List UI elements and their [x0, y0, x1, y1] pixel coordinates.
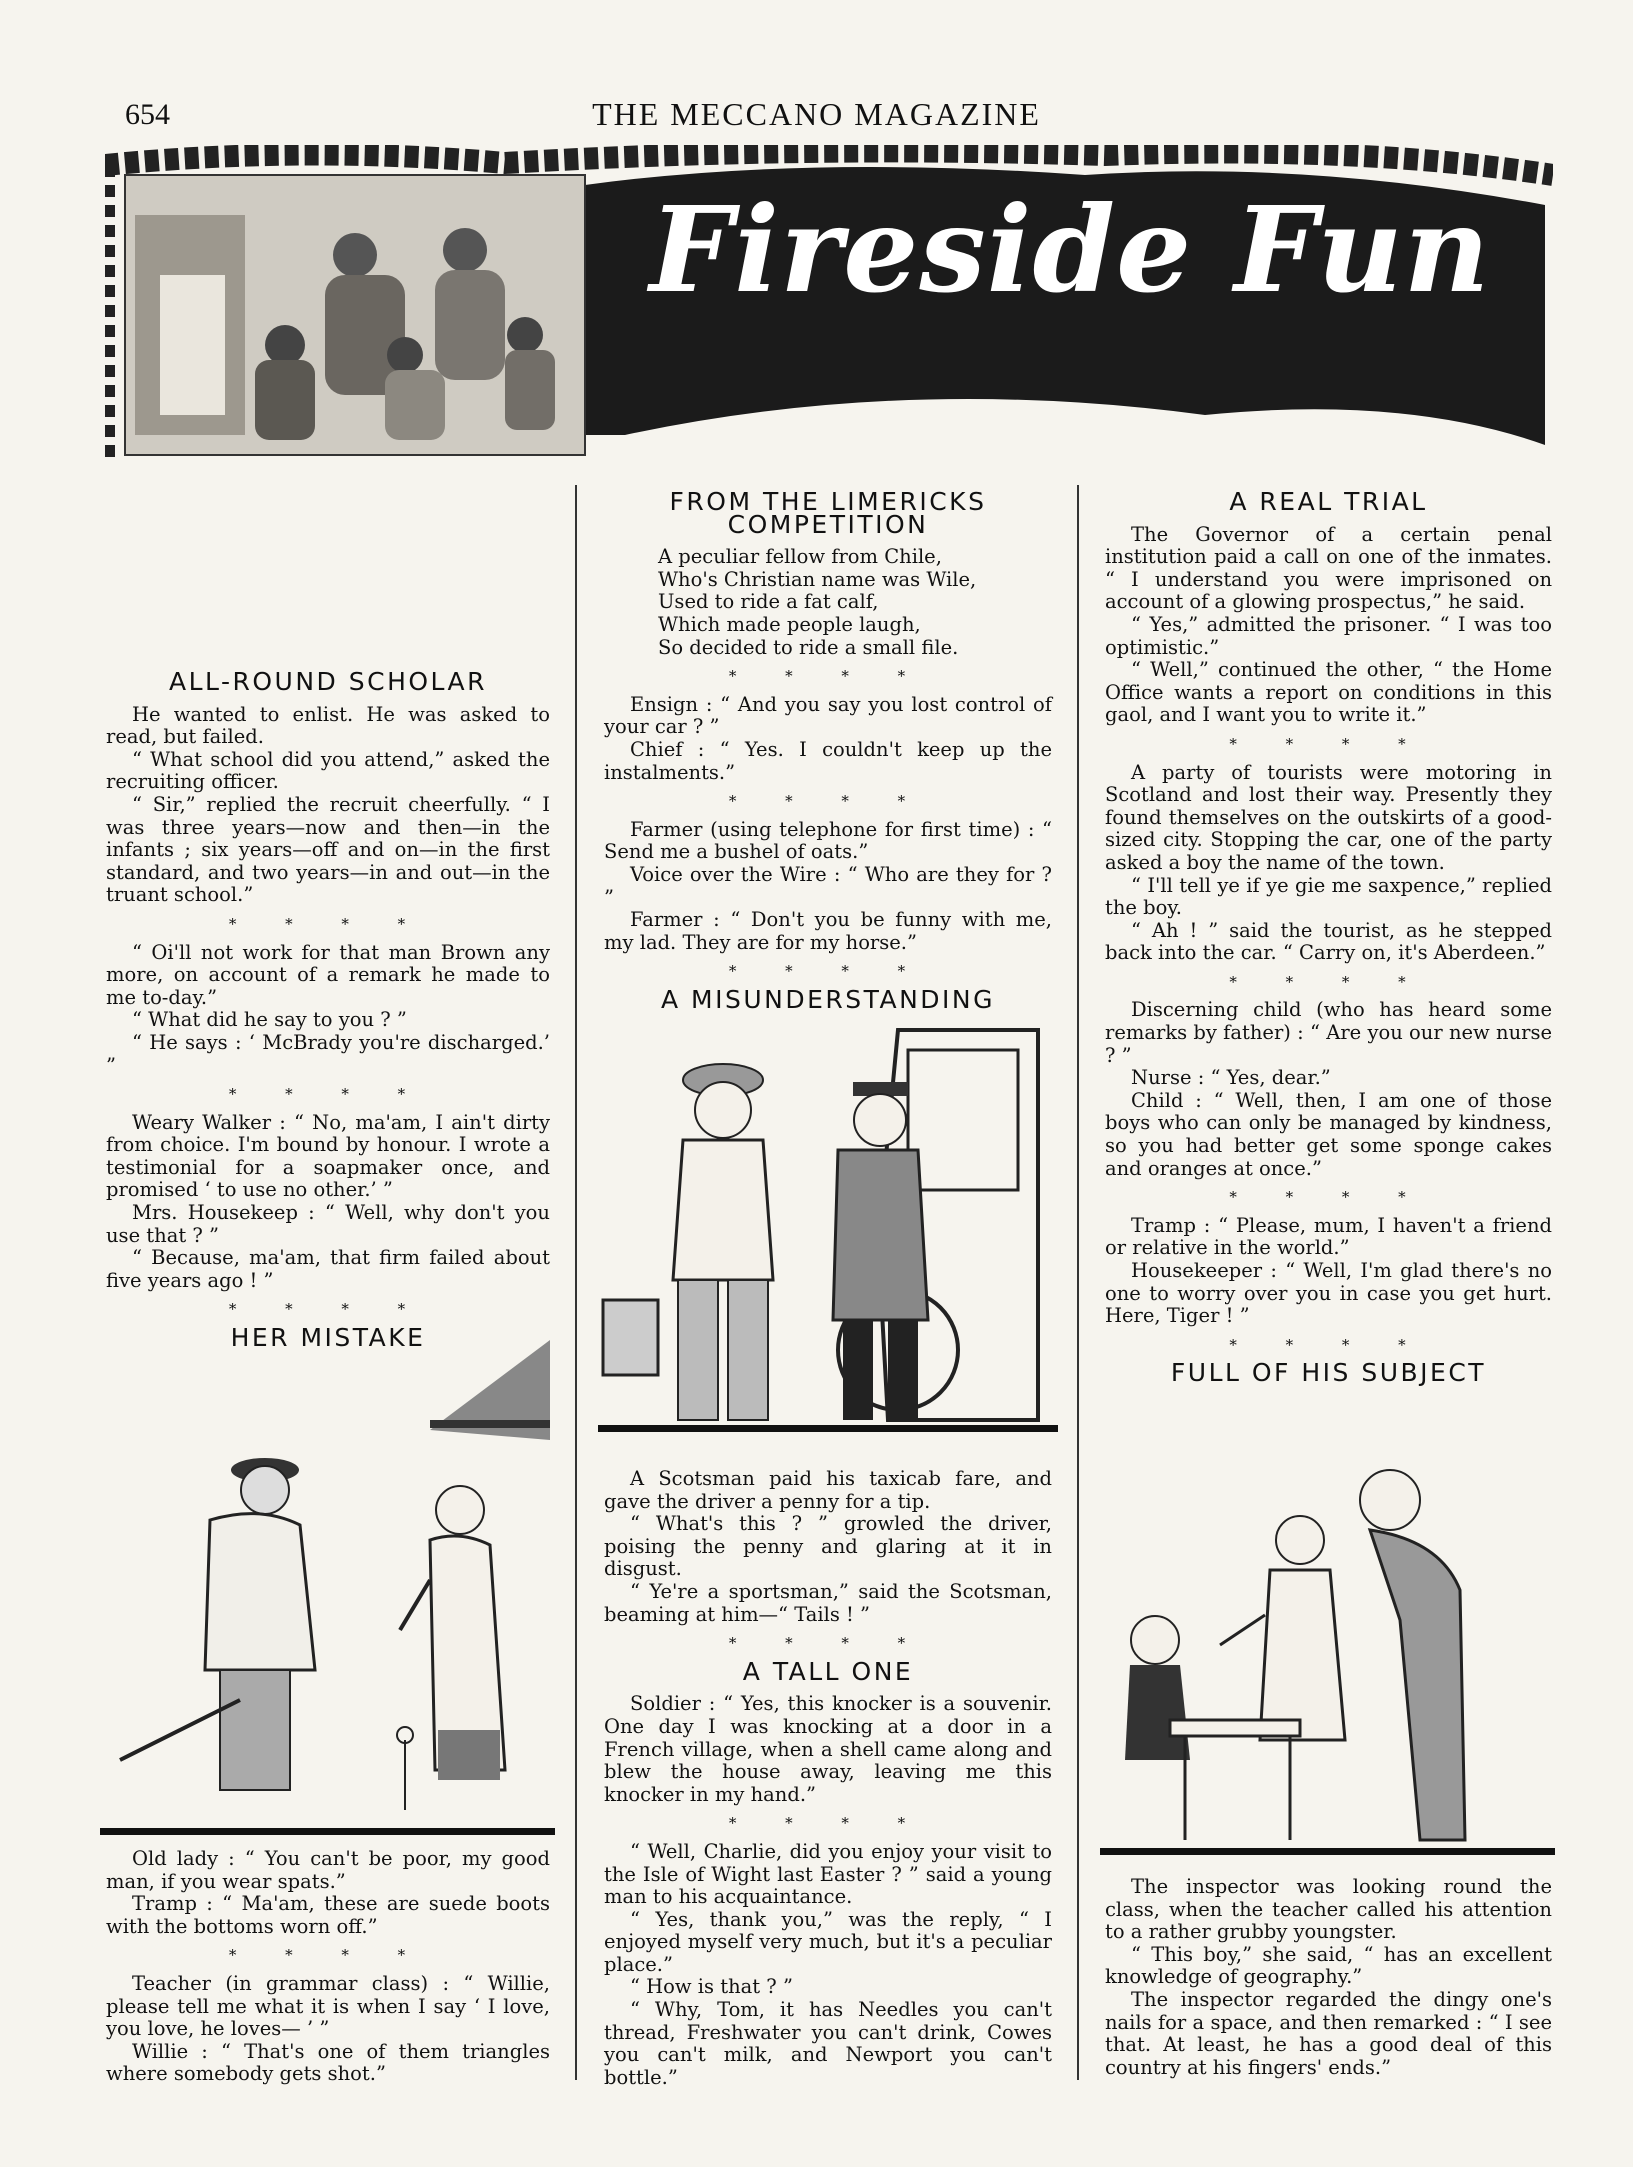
paragraph: The inspector regarded the dingy one's nails for a space, and then remarked : “ I see that. At least, he has a good deal of this country at his fingers' ends.” — [1105, 1987, 1552, 2079]
section-stars: * * * * — [1229, 1335, 1428, 1354]
paragraph: He wanted to enlist. He was asked to read, but failed. — [106, 702, 550, 749]
paragraph: Chief : “ Yes. I couldn't keep up the instalments.” — [604, 737, 1052, 784]
paragraph: Child : “ Well, then, I am one of those boys who can only be managed by kindness, so you had better get some sponge cakes and oranges at once.” — [1105, 1088, 1552, 1180]
paragraph: Mrs. Housekeep : “ Well, why don't you use that ? ” — [106, 1201, 550, 1247]
section-stars: * * * * — [1229, 1188, 1428, 1207]
heading-misunderstanding: A MISUNDERSTANDING — [661, 984, 995, 1014]
heading-full-of-his-subject: FULL OF HIS SUBJECT — [1170, 1358, 1487, 1388]
paragraph: Nurse : “ Yes, dear.” — [1131, 1066, 1331, 1090]
paragraph: Housekeeper : “ Well, I'm glad there's no one to worry over you in case you get hurt. Here, Tiger ! ” — [1105, 1259, 1552, 1328]
heading-her-mistake: HER MISTAKE — [230, 1323, 426, 1353]
limerick — [604, 546, 1052, 659]
banner-title: Fireside Fun — [649, 180, 1491, 319]
poem-line: So decided to ride a small file. — [658, 635, 959, 659]
paragraph: “ How is that ? ” — [630, 1975, 793, 1999]
paragraph: “ Because, ma'am, that firm failed about five years ago ! ” — [106, 1246, 550, 1292]
paragraph: “ Yes,” admitted the prisoner. “ I was too optimistic.” — [1105, 612, 1552, 659]
poem-line: Which made people laugh, — [658, 612, 921, 636]
column-1 — [106, 665, 550, 1360]
poem-line: A peculiar fellow from Chile, — [658, 545, 942, 569]
paragraph: “ What school did you attend,” asked the recruiting officer. — [106, 747, 550, 794]
heading-a-real-trial: A REAL TRIAL — [1229, 487, 1428, 516]
paragraph: “ He says : ‘ McBrady you're discharged.’ ” — [106, 1030, 550, 1077]
her-mistake-illustration — [100, 1340, 555, 1840]
paragraph: Soldier : “ Yes, this knocker is a souvenir. One day I was knocking at a door in a French village, when a shell came along and blew the house away, leaving me this knocker in my hand.” — [604, 1692, 1052, 1806]
paragraph: “ Sir,” replied the recruit cheerfully. “ I was three years—now and then—in the infants ; six years—off and on—in the first standard, and two years—in and out—in the truant school.” — [106, 792, 550, 907]
column-rule-right — [1077, 485, 1079, 2080]
misunderstanding-illustration — [598, 1020, 1058, 1460]
paragraph: Teacher (in grammar class) : “ Willie, please tell me what it is when I say ‘ I love, you love, he loves— ’ ” — [106, 1971, 550, 2041]
paragraph: “ What's this ? ” growled the driver, poising the penny and glaring at it in disgust. — [604, 1512, 1052, 1581]
paragraph: Weary Walker : “ No, ma'am, I ain't dirty from choice. I'm bound by honour. I wrote a testimonial for a soapmaker once, and promised ‘ to use no other.’ ” — [106, 1110, 550, 1202]
paragraph: Voice over the Wire : “ Who are they for ? ” — [604, 862, 1052, 909]
heading-all-round-scholar: ALL-ROUND SCHOLAR — [168, 667, 488, 696]
paragraph: Discerning child (who has heard some remarks by father) : “ Are you our new nurse ? ” — [1105, 998, 1552, 1067]
paragraph: “ Well, Charlie, did you enjoy your visit to the Isle of Wight last Easter ? ” said a young man to his acquaintance. — [604, 1839, 1052, 1909]
paragraph: “ Why, Tom, it has Needles you can't thread, Freshwater you can't drink, Cowes you can't milk, and Newport you can't bottle.” — [604, 1998, 1052, 2089]
paragraph: Ensign : “ And you say you lost control of your car ? ” — [604, 692, 1052, 739]
paragraph: “ Yes, thank you,” was the reply, “ I enjoyed myself very much, but it's a peculiar place.” — [604, 1907, 1052, 1976]
section-stars: * * * * — [228, 1946, 428, 1965]
section-stars: * * * * — [1229, 734, 1428, 753]
column-1-bottom — [106, 1848, 550, 2086]
paragraph: Old lady : “ You can't be poor, my good man, if you wear spats.” — [106, 1847, 550, 1893]
page-number: 654 — [125, 98, 170, 131]
section-stars: * * * * — [728, 962, 928, 981]
paragraph: The inspector was looking round the class, when the teacher called his attention to a rather grubby youngster. — [1105, 1875, 1552, 1944]
section-stars: * * * * — [728, 667, 928, 686]
column-2-bottom — [604, 1468, 1052, 2089]
section-stars: * * * * — [228, 1300, 428, 1319]
paragraph: “ Ah ! ” said the tourist, as he stepped back into the car. “ Carry on, it's Aberdeen.” — [1105, 918, 1552, 965]
paragraph: “ Oi'll not work for that man Brown any more, on account of a remark he made to me to-day.” — [106, 940, 550, 1009]
column-2 — [604, 485, 1052, 1021]
paragraph: “ What did he say to you ? ” — [132, 1008, 407, 1032]
paragraph: Farmer : “ Don't you be funny with me, my lad. They are for my horse.” — [604, 908, 1052, 954]
heading-a-tall-one: A TALL ONE — [742, 1656, 914, 1686]
magazine-title: THE MECCANO MAGAZINE — [592, 96, 1041, 132]
column-3-bottom — [1105, 1876, 1552, 2079]
paragraph: “ Well,” continued the other, “ the Home Office wants a report on conditions in this gaol, and I want you to write it.” — [1105, 658, 1552, 727]
paragraph: “ I'll tell ye if ye gie me saxpence,” replied the boy. — [1105, 873, 1552, 920]
column-3 — [1105, 485, 1552, 1395]
poem-line: Who's Christian name was Wile, — [658, 567, 977, 591]
paragraph: Tramp : “ Ma'am, these are suede boots with the bottoms worn off.” — [106, 1892, 550, 1938]
heading-limericks: FROM THE LIMERICKS COMPETITION — [669, 487, 987, 539]
section-stars: * * * * — [728, 792, 928, 811]
paragraph: The Governor of a certain penal institution paid a call on one of the inmates. “ I understand you were imprisoned on account of a glowing prospectus,” he said. — [1105, 522, 1552, 614]
paragraph: A party of tourists were motoring in Scotland and lost their way. Presently they found themselves on the outskirts of a good-sized city. Stopping the car, one of the party asked a boy the name of the town. — [1105, 760, 1552, 874]
paragraph: “ Ye're a sportsman,” said the Scotsman, beaming at him—“ Tails ! ” — [604, 1579, 1052, 1626]
paragraph: Willie : “ That's one of them triangles where somebody gets shot.” — [106, 2039, 550, 2086]
section-stars: * * * * — [1229, 972, 1428, 991]
paragraph: A Scotsman paid his taxicab fare, and gave the driver a penny for a tip. — [604, 1467, 1052, 1513]
poem-line: Used to ride a fat calf, — [658, 590, 879, 614]
section-stars: * * * * — [228, 914, 428, 933]
column-rule-left — [575, 485, 577, 2080]
paragraph: Tramp : “ Please, mum, I haven't a friend or relative in the world.” — [1105, 1213, 1552, 1260]
section-stars: * * * * — [728, 1814, 928, 1833]
paragraph: “ This boy,” she said, “ has an excellent knowledge of geography.” — [1105, 1942, 1552, 1989]
section-stars: * * * * — [228, 1085, 428, 1104]
paragraph: Farmer (using telephone for first time) : “ Send me a bushel of oats.” — [604, 817, 1052, 864]
section-stars: * * * * — [728, 1634, 928, 1653]
full-of-his-subject-illustration — [1100, 1440, 1555, 1865]
